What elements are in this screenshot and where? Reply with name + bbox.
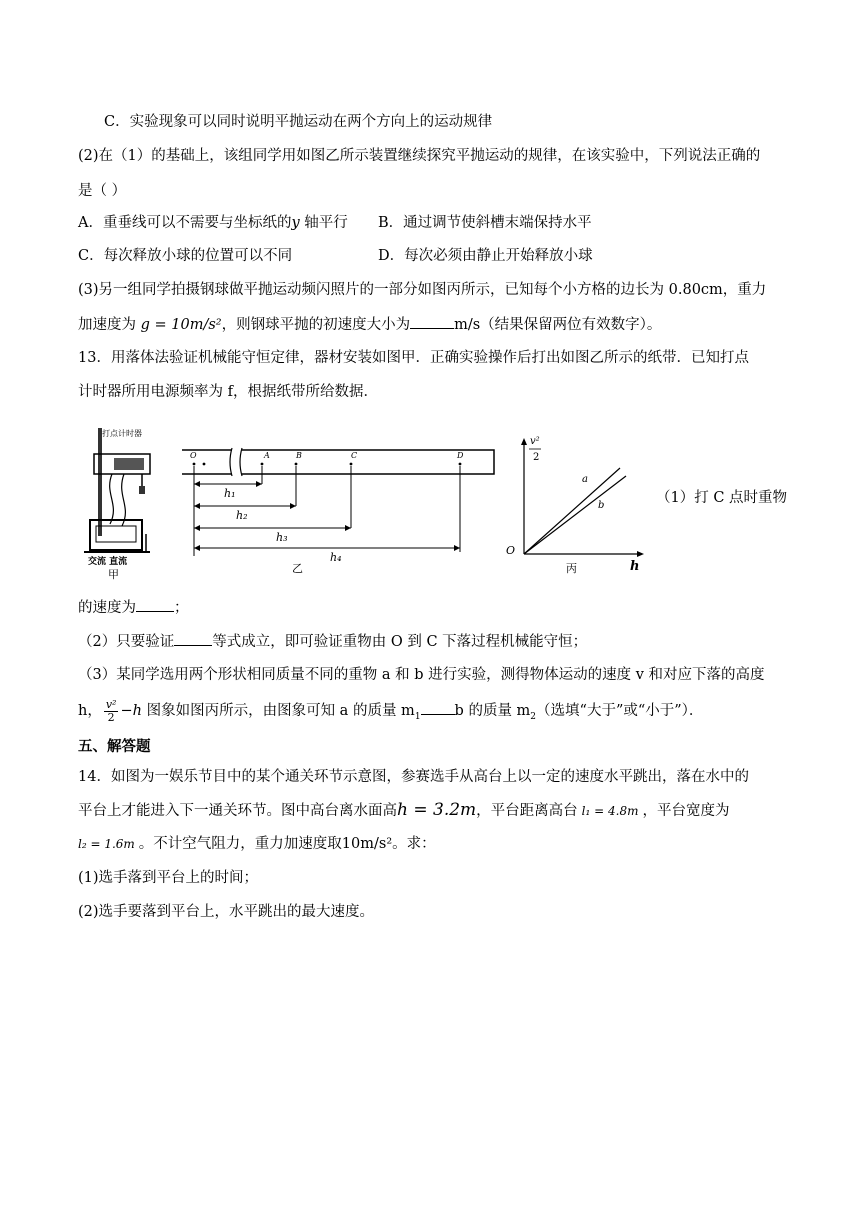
power-supply xyxy=(90,520,142,550)
point-label-d: D xyxy=(457,451,464,460)
p3-gravity-expr: g = 10m/s² xyxy=(140,317,222,333)
q14-text-d: 。不计空气阻力，重力加速度取 xyxy=(138,836,342,852)
answer-blank[interactable] xyxy=(410,314,454,329)
l1-expr: l₁ = 4.8m xyxy=(581,804,639,818)
option-a-text: A．重垂线可以不需要与坐标纸的 xyxy=(78,215,292,231)
l2-expr: l₂ = 1.6m xyxy=(78,837,135,851)
q14-text-a: 平台上才能进入下一通关环节。图中高台离水面高 xyxy=(78,803,397,819)
q12-part2-line1: (2)在（1）的基础上，该组同学用如图乙所示装置继续探究平抛运动的规律，在该实验中，下列说法正确的 xyxy=(78,148,761,164)
line-b xyxy=(524,476,626,554)
q13-side-text: （1）打 C 点时重物 xyxy=(656,490,788,506)
q13-sub2-text-b: 等式成立，即可验证重物由 O 到 C 下落过程机械能守恒； xyxy=(212,634,588,650)
q12-part3-line1: (3)另一组同学拍摄钢球做平抛运动频闪照片的一部分如图丙所示，已知每个小方格的边长为 0.80cm，重力 xyxy=(78,282,767,298)
m1-subscript: 1 xyxy=(414,711,421,722)
p3-text-c: m/s（结果保留两位有效数字）。 xyxy=(454,317,662,333)
q13-sub3-line1: （3）某同学选用两个形状相同质量不同的重物 a 和 b 进行实验，测得物体运动的速度 v 和对应下落的高度 xyxy=(78,667,765,683)
height-expr: h = 3.2m xyxy=(397,800,477,820)
q14-line1: 14．如图为一娱乐节目中的某个通关环节示意图，参赛选手从高台上以一定的速度水平跳出，落在水中的 xyxy=(78,769,749,785)
q13-sub1 xyxy=(78,597,189,618)
q13-sub2-text-a: （2）只要验证 xyxy=(78,634,175,650)
q12-part3-line2 xyxy=(78,314,661,335)
minus-h: −h xyxy=(120,703,142,719)
line-b-label: b xyxy=(598,500,605,511)
frac-den: 2 xyxy=(107,710,115,724)
answer-blank-mass[interactable] xyxy=(421,700,455,715)
timer-label: 打点计时器 xyxy=(102,429,142,438)
figure-yi-tape xyxy=(180,444,498,576)
gravity-value: 10m/s² xyxy=(341,836,393,852)
h1-label: h₁ xyxy=(224,487,236,500)
q14-line2 xyxy=(78,800,729,821)
section-heading: 五、解答题 xyxy=(78,739,151,755)
q13-sub3-end: （选填“大于”或“小于”）． xyxy=(536,703,704,719)
q13-line2: 计时器所用电源频率为 f，根据纸带所给数据． xyxy=(78,384,378,400)
h4-label: h₄ xyxy=(330,551,342,564)
q13-sub3-mid2: b 的质量 m xyxy=(454,703,531,719)
answer-blank-velocity[interactable] xyxy=(136,597,174,612)
point-label-b: B xyxy=(296,451,302,460)
weight xyxy=(139,486,145,494)
option-c-text: C．实验现象可以同时说明平抛运动在两个方向上的运动规律 xyxy=(104,114,493,130)
q14-sub2: (2)选手要落到平台上，水平跳出的最大速度。 xyxy=(78,904,375,920)
figure-jia-apparatus xyxy=(84,424,160,584)
option-a-var: y xyxy=(291,215,300,231)
q13-sub1-end: ； xyxy=(174,600,189,616)
q14-text-b: ，平台距离高台 xyxy=(476,803,578,819)
origin-label: O xyxy=(506,544,516,557)
caption-yi: 乙 xyxy=(292,562,303,575)
q14-line3 xyxy=(78,834,436,854)
point-label-o: O xyxy=(190,451,197,460)
answer-blank-equation[interactable] xyxy=(174,631,212,646)
line-a-label: a xyxy=(582,474,588,485)
option-a-tail: 轴平行 xyxy=(299,215,348,231)
q13-sub3-h: h， xyxy=(78,703,102,719)
h3-label: h₃ xyxy=(276,531,288,544)
q14-text-c: ，平台宽度为 xyxy=(642,803,730,819)
q12-part2-line2: 是（ ） xyxy=(78,183,127,199)
q12-option-d: D．每次必须由静止开始释放小球 xyxy=(378,248,593,264)
point-label-c: C xyxy=(351,451,358,460)
q13-sub3-line2 xyxy=(78,696,703,732)
m2-subscript: 2 xyxy=(530,711,537,722)
figure-bing-graph xyxy=(500,428,650,576)
caption-bing: 丙 xyxy=(566,562,577,575)
q14-text-e: 。求： xyxy=(392,836,436,852)
ylabel-num: v² xyxy=(530,436,540,447)
point-label-a: A xyxy=(264,451,270,460)
p3-text-a: 加速度为 xyxy=(78,317,141,333)
q13-sub2 xyxy=(78,631,587,652)
caption-jia: 甲 xyxy=(108,568,119,581)
paper-tape xyxy=(182,450,494,474)
q12-option-c: C．每次释放小球的位置可以不同 xyxy=(78,248,293,264)
q12-option-b: B．通过调节使斜槽末端保持水平 xyxy=(378,215,592,231)
power-label: 交流 直流 xyxy=(88,557,128,567)
h2-label: h₂ xyxy=(236,509,248,522)
q13-sub3-mid: 图象如图丙所示，由图象可知 a 的质量 m xyxy=(141,703,415,719)
timer-display xyxy=(114,458,144,470)
q13-sub1-text: 的速度为 xyxy=(78,600,136,616)
ylabel-den: 2 xyxy=(533,452,540,463)
q13-line1: 13．用落体法验证机械能守恒定律，器材安装如图甲．正确实验操作后打出如图乙所示的纸带．已知打点 xyxy=(78,350,749,366)
line-a xyxy=(524,468,620,554)
q12-option-a xyxy=(78,213,348,233)
xlabel-h: h xyxy=(630,559,640,574)
q14-sub1: (1)选手落到平台上的时间； xyxy=(78,870,259,886)
p3-text-b: ，则钢球平抛的初速度大小为 xyxy=(221,317,411,333)
frac-num: v² xyxy=(105,697,117,711)
v2-over-2-fraction xyxy=(104,699,119,724)
